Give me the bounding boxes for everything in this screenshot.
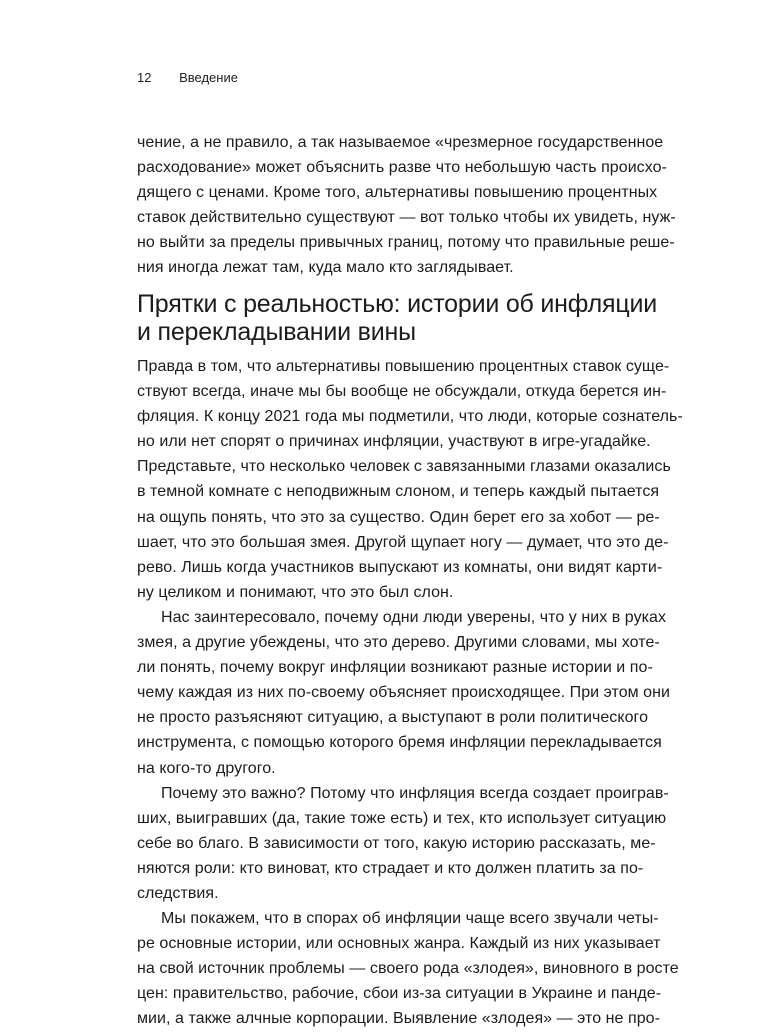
- text-line: ре основные истории, или основных жанра. Каждый из них указывает: [137, 935, 661, 953]
- text-line: змея, а другие убеждены, что это дерево. Другими словами, мы хоте-: [137, 634, 660, 652]
- text-line: Нас заинтересовало, почему одни люди уверены, что у них в руках: [161, 608, 667, 626]
- text-line: себе во благо. В зависимости от того, какую историю рассказать, ме-: [137, 834, 656, 852]
- running-head: [137, 70, 238, 86]
- text-line: Мы покажем, что в спорах об инфляции чаще всего звучали четы-: [161, 910, 659, 928]
- text-line: но выйти за пределы привычных границ, потому что правильные реше-: [137, 234, 675, 252]
- text-line: ну целиком и понимают, что это был слон.: [137, 583, 454, 601]
- text-line: ли понять, почему вокруг инфляции возникают разные истории и по-: [137, 659, 653, 677]
- text-line: няются роли: кто виноват, кто страдает и кто должен платить за по-: [137, 859, 644, 877]
- text-line: инструмента, с помощью которого бремя инфляции перекладывается: [137, 734, 662, 752]
- text-line: Представьте, что несколько человек с завязанными глазами оказались: [137, 458, 671, 476]
- text-line: ших, выигравших (да, такие тоже есть) и тех, кто использует ситуацию: [137, 809, 667, 827]
- text-line: чение, а не правило, а так называемое «чрезмерное государственное: [137, 134, 664, 151]
- section-title: Введение: [179, 70, 238, 85]
- intro-paragraph-end: [137, 130, 676, 281]
- text-line: фляция. К концу 2021 года мы подметили, что люди, которые сознатель-: [137, 408, 683, 426]
- text-line: не просто разъясняют ситуацию, а выступают в роли политического: [137, 709, 649, 727]
- heading-line: и перекладывании вины: [137, 318, 416, 346]
- text-line: ния иногда лежат там, куда мало кто заглядывает.: [137, 259, 514, 277]
- text-line: ставок действительно существуют — вот только чтобы их увидеть, нуж-: [137, 209, 676, 227]
- text-line: Правда в том, что альтернативы повышению процентных ставок суще-: [137, 358, 670, 375]
- section-heading: [137, 290, 657, 346]
- heading-line: Прятки с реальностью: истории об инфляции: [137, 290, 657, 318]
- text-line: расходование» может объяснить разве что небольшую часть происхо-: [137, 159, 667, 177]
- text-line: на свой источник проблемы — своего рода «злодея», виновного в росте: [137, 960, 679, 978]
- text-line: следствия.: [137, 884, 219, 902]
- text-line: но или нет спорят о причинах инфляции, участвуют в игре-угадайке.: [137, 433, 651, 451]
- text-line: шает, что это большая змея. Другой щупает ногу — думает, что это де-: [137, 533, 669, 551]
- text-line: в темной комнате с неподвижным слоном, и теперь каждый пытается: [137, 483, 660, 501]
- text-line: на кого-то другого.: [137, 759, 276, 777]
- body-text: [137, 354, 683, 1032]
- text-line: рево. Лишь когда участников выпускают из комнаты, они видят карти-: [137, 558, 663, 576]
- text-line: ствуют всегда, иначе мы бы вообще не обсуждали, откуда берется ин-: [137, 383, 667, 401]
- text-line: Почему это важно? Потому что инфляция всегда создает проиграв-: [161, 784, 669, 802]
- text-line: на ощупь понять, что это за существо. Один берет его за хобот — ре-: [137, 508, 660, 526]
- text-line: чему каждая из них по-своему объясняет происходящее. При этом они: [137, 684, 671, 702]
- text-line: дящего с ценами. Кроме того, альтернативы повышению процентных: [137, 184, 658, 202]
- text-line: мии, а также алчные корпорации. Выявление «злодея» — это не про-: [137, 1010, 660, 1028]
- page-number: 12: [137, 70, 152, 85]
- text-line: цен: правительство, рабочие, сбои из-за ситуации в Украине и панде-: [137, 985, 662, 1003]
